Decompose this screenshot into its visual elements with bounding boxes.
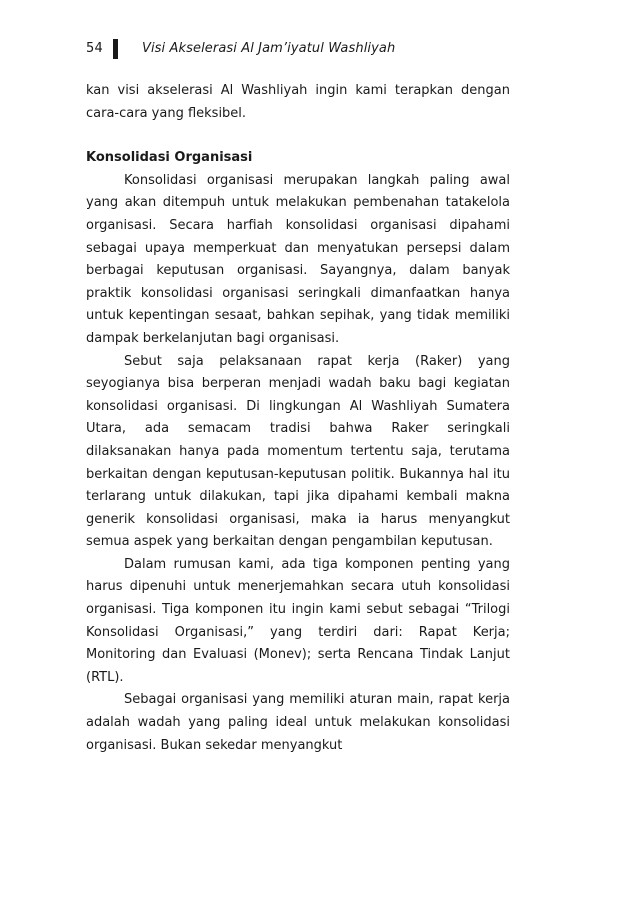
header-divider-bar <box>113 39 118 59</box>
page-number: 54 <box>86 41 103 56</box>
page-header <box>86 36 516 62</box>
body-paragraph: Konsolidasi organisasi merupakan langkah paling awal yang akan ditempuh untuk melakukan pembenahan tatakelola organisasi. Secara harfiah konsolidasi organisasi dipahami sebagai upaya memperkuat dan menyatukan persepsi dalam berbagai keputusan organisasi. Sayangnya, dalam banyak praktik konsolidasi organisasi seringkali dimanfaatkan hanya untuk kepentingan sesaat, bahkan sepihak, yang tidak memiliki dampak berkelanjutan bagi organisasi. <box>86 172 510 346</box>
running-title: Visi Akselerasi Al Jam’iyatul Washliyah <box>141 41 396 56</box>
section-heading: Konsolidasi Organisasi <box>86 150 253 166</box>
intro-paragraph: kan visi akselerasi Al Washliyah ingin kami terapkan dengan cara-cara yang fleksibel. <box>86 83 510 121</box>
body-paragraph: Sebagai organisasi yang memiliki aturan main, rapat kerja adalah wadah yang paling ideal untuk melakukan konsolidasi organisasi. Bukan sekedar menyangkut <box>86 692 510 753</box>
page-body <box>86 80 510 757</box>
body-paragraph: Dalam rumusan kami, ada tiga komponen penting yang harus dipenuhi untuk menerjemahkan secara utuh konsolidasi organisasi. Tiga komponen itu ingin kami sebut sebagai “Trilogi Konsolidasi Organisasi,” yang terdiri dari: Rapat Kerja; Monitoring dan Evaluasi (Monev); serta Rencana Tindak Lanjut (RTL). <box>86 556 510 685</box>
body-paragraph: Sebut saja pelaksanaan rapat kerja (Raker) yang seyogianya bisa berperan menjadi wadah baku bagi kegiatan konsolidasi organisasi. Di lingkungan Al Washliyah Sumatera Utara, ada semacam tradisi bahwa Raker seringkali dilaksanakan hanya pada momentum tertentu saja, terutama berkaitan dengan keputusan-keputusan politik. Bukannya hal itu terlarang untuk dilakukan, tapi jika dipahami kembali makna generik konsolidasi organisasi, maka ia harus menyangkut semua aspek yang berkaitan dengan pengambilan keputusan. <box>86 353 510 550</box>
